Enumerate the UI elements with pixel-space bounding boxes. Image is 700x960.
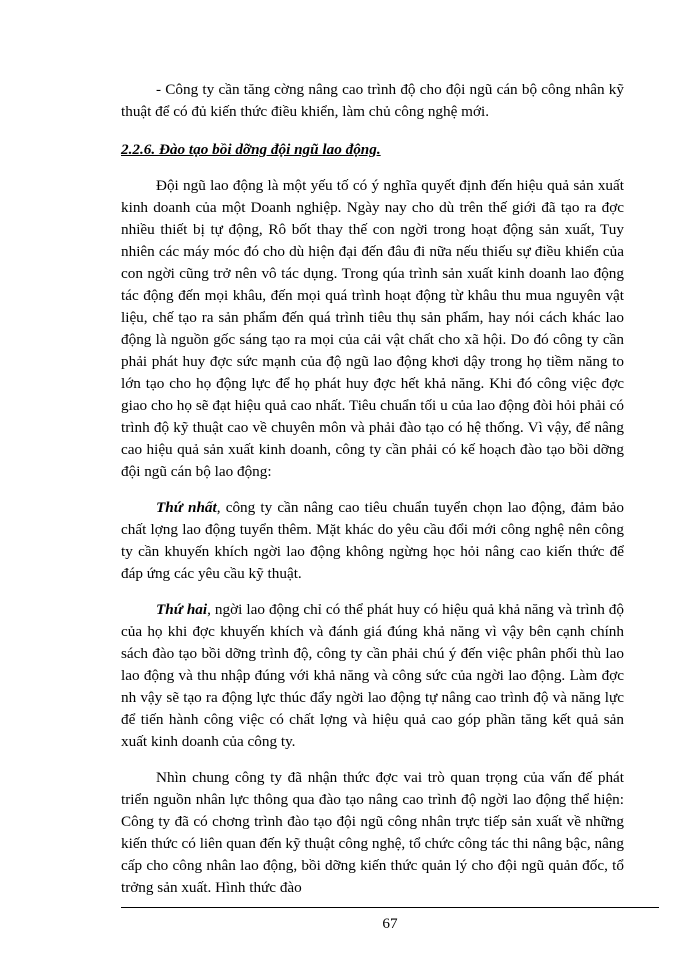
intro-paragraph: - Công ty cần tăng cờng nâng cao trình độ cho đội ngũ cán bộ công nhân kỹ thuật để có đủ kiến thức điều khiển, làm chủ công nghệ mới.	[121, 81, 624, 120]
paragraph-3-text: , ngời lao động chỉ có thể phát huy có hiệu quả khả năng và trình độ của họ khi đợc khuyến khích và đánh giá đúng khả năng vì vậy bên cạnh chính sách đào tạo bồi dỡng trình độ, công ty cần phải chú ý đến việc phân phối thù lao lao động và thu nhập đúng với khả năng và công sức của ngời lao động. Làm đợc nh vậy sẽ tạo ra động lực thúc đẩy ngời lao động tự nâng cao trình độ và năng lực để tiến hành công việc có chất lợng và hiệu quả cao góp phần tăng kết quả sản xuất kinh doanh của công ty.	[121, 601, 624, 750]
page-number: 67	[382, 915, 398, 932]
paragraph-2-text: , công ty cần nâng cao tiêu chuẩn tuyển chọn lao động, đảm bảo chất lợng lao động tuyển thêm. Mặt khác do yêu cầu đổi mới công nghệ nên công ty cần khuyến khích ngời lao động không ngừng học hỏi nâng cao kiến thức để đáp ứng các yêu cầu kỹ thuật.	[121, 499, 624, 582]
section-heading: 2.2.6. Đào tạo bồi dỡng đội ngũ lao động.	[121, 141, 381, 158]
body-paragraph-3	[121, 599, 624, 753]
paragraph-2-lead: Thứ nhất	[156, 499, 217, 516]
body-paragraph-1: Đội ngũ lao động là một yếu tố có ý nghĩa quyết định đến hiệu quả sản xuất kinh doanh của một Doanh nghiệp. Ngày nay cho dù trên thế giới đã tạo ra đợc nhiều thiết bị tự động, Rô bốt thay thế con ngời trong hoạt động sản xuất, Tuy nhiên các máy móc đó cho dù hiện đại đến đâu đi nữa nếu thiếu sự điều khiển của con ngời cũng trở nên vô tác dụng. Trong qúa trình sản xuất kinh doanh lao động tác động đến mọi khâu, đến mọi quá trình hoạt động từ khâu thu mua nguyên vật liệu, chế tạo ra sản phẩm đến quá trình tiêu thụ sản phẩm, hay nói cách khác lao động là nguồn gốc sáng tạo ra mọi của cải vật chất cho xã hội. Do đó công ty cần phải phát huy đợc sức mạnh của độ ngũ lao động khơi dậy trong họ tiềm năng to lớn tạo cho họ động lực để họ phát huy đợc hết khả năng. Khi đó công việc đợc giao cho họ sẽ đạt hiệu quả cao nhất. Tiêu chuẩn tối u của lao động đòi hỏi phải có trình độ kỹ thuật cao về chuyên môn và phải đào tạo có hệ thống. Vì vậy, để nâng cao hiệu quả sản xuất kinh doanh, công ty cần phải có kế hoạch đào tạo bồi dỡng đội ngũ cán bộ lao động:	[121, 177, 624, 480]
page-body	[121, 79, 624, 899]
paragraph-3-lead: Thứ hai	[156, 601, 208, 618]
body-paragraph-2	[121, 497, 624, 585]
footer-divider	[121, 907, 659, 908]
body-paragraph-4: Nhìn chung công ty đã nhận thức đợc vai trò quan trọng của vấn đế phát triển nguồn nhân lực thông qua đào tạo nâng cao trình độ ngời lao động thể hiện: Công ty đã có chơng trình đào tạo đội ngũ công nhân trực tiếp sản xuất về những kiến thức có liên quan đến kỹ thuật công nghệ, tổ chức công tác thi nâng bậc, nâng cấp cho công nhân lao động, bồi dỡng kiến thức quản lý cho đội ngũ quản đốc, tổ trởng sản xuất. Hình thức đào	[121, 769, 624, 896]
